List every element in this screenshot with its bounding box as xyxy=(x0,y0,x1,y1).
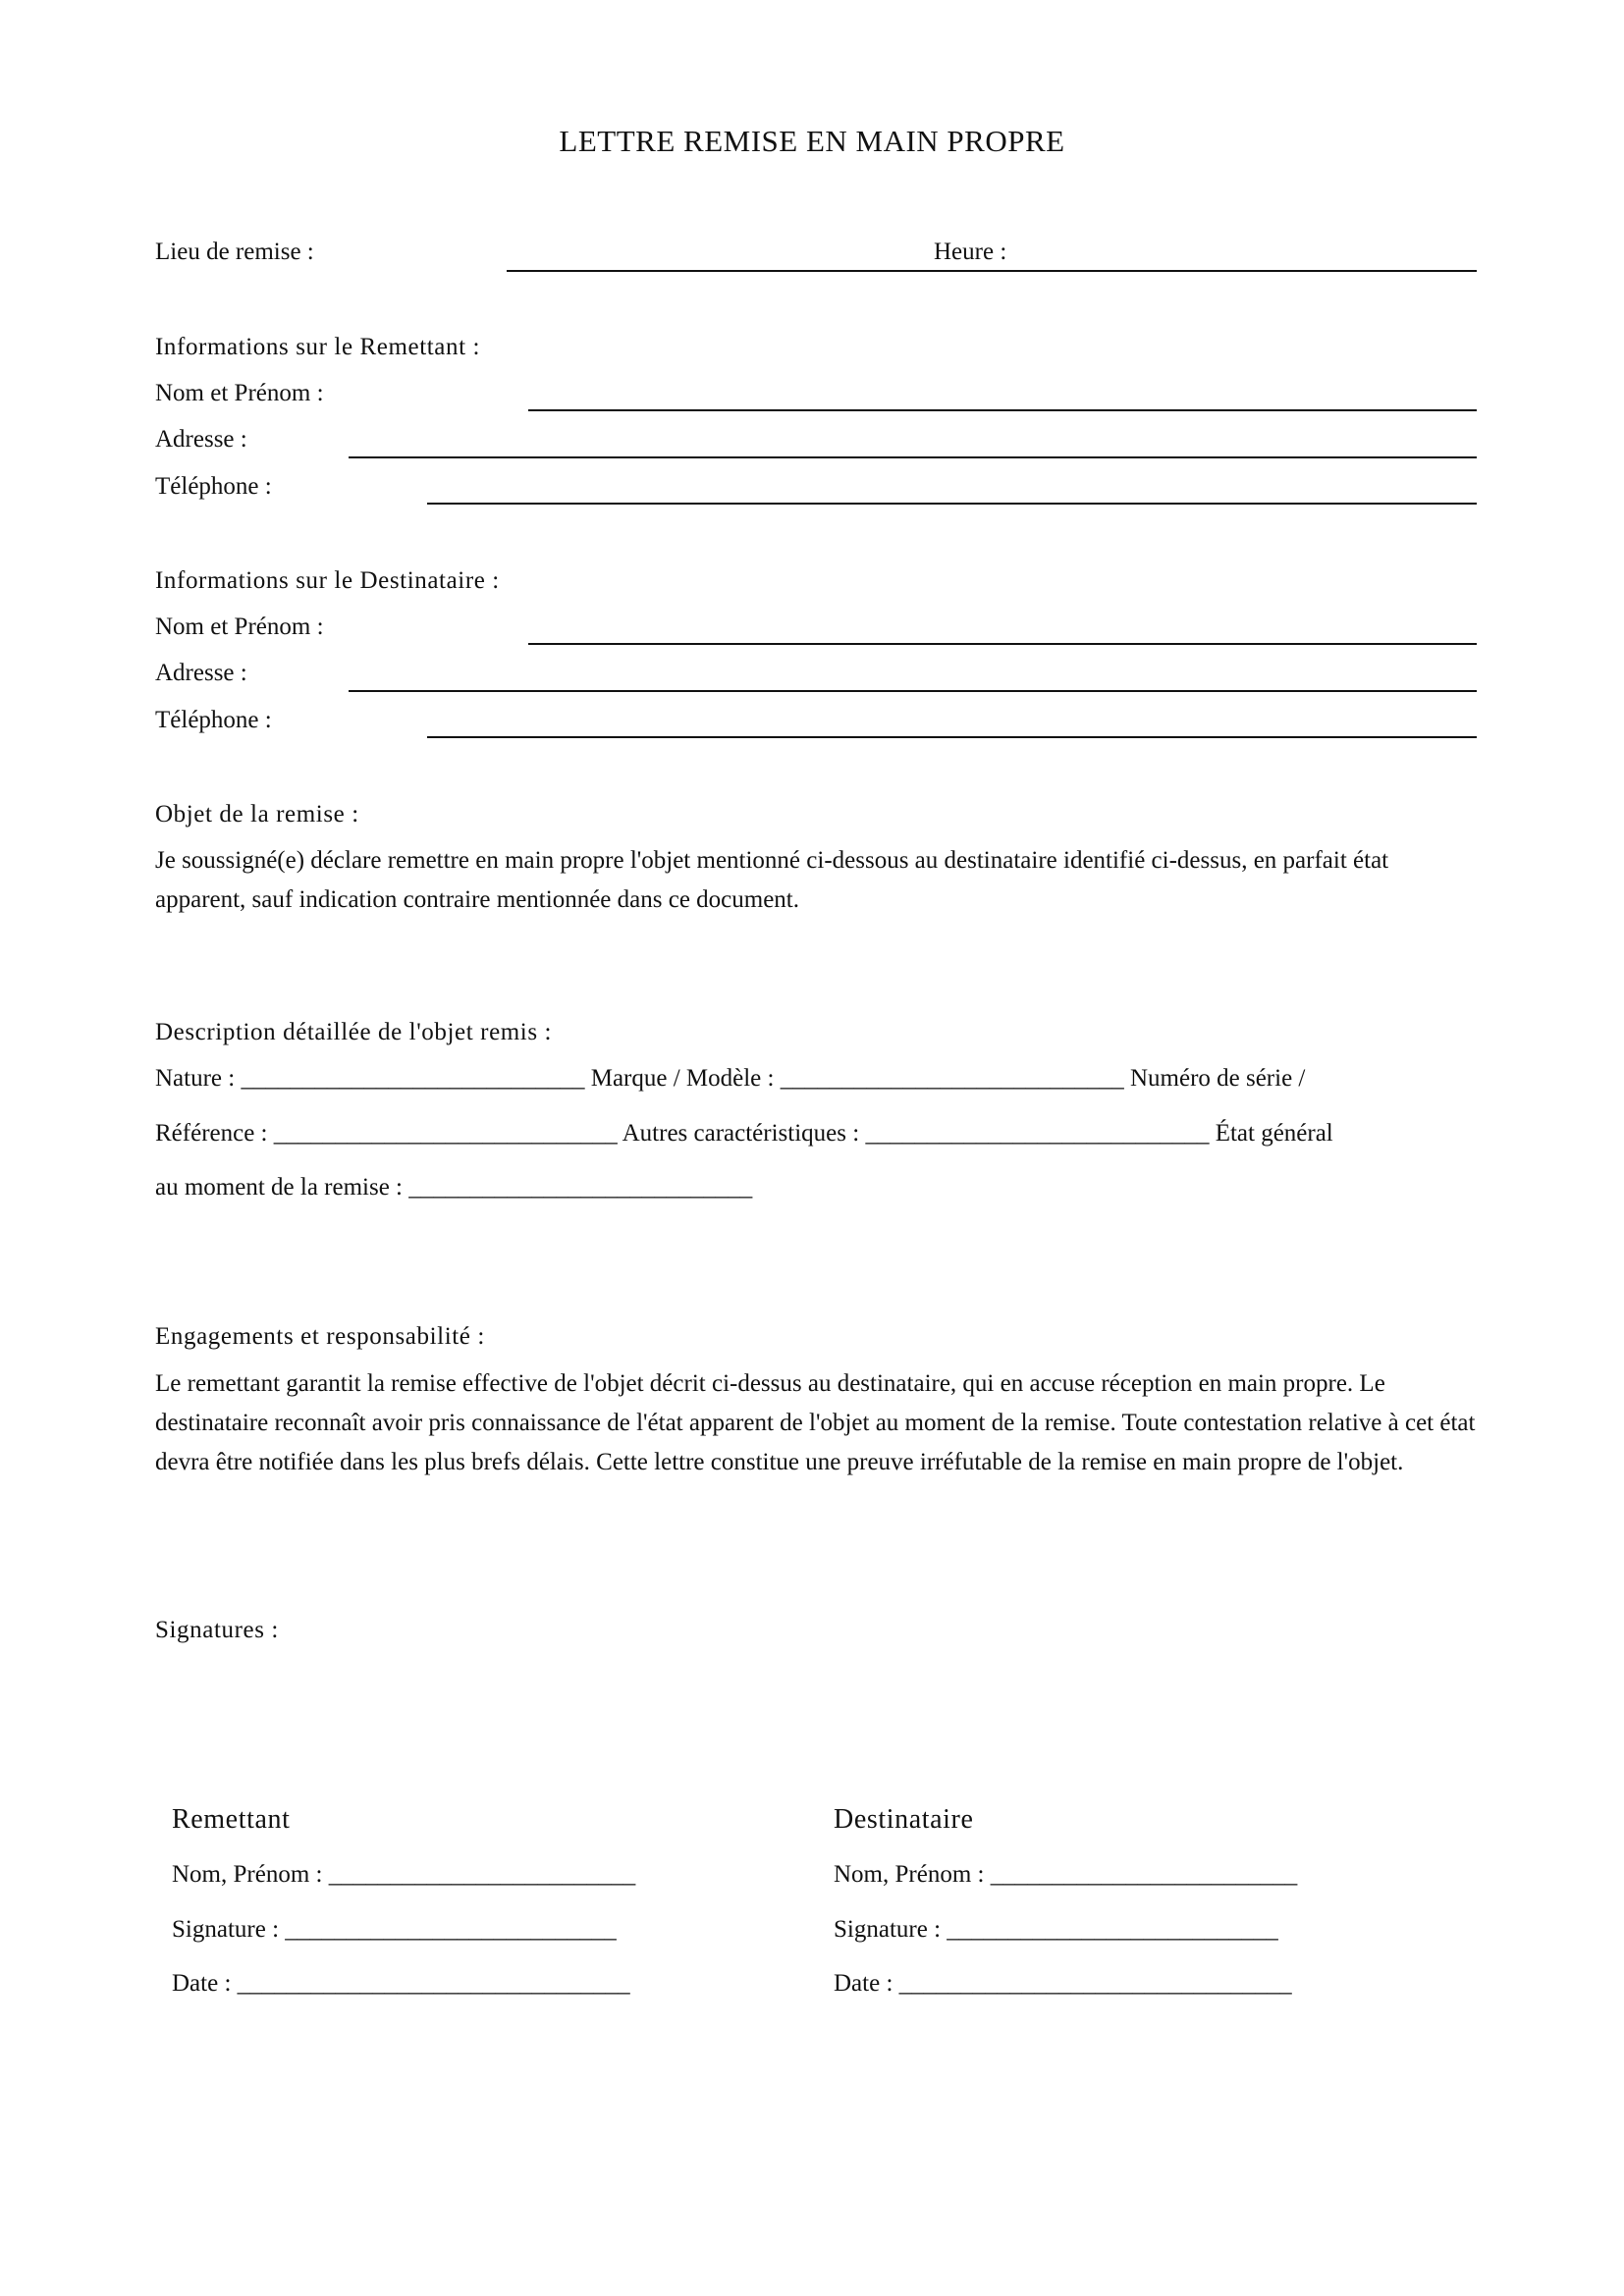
objet-section-label: Objet de la remise : xyxy=(155,801,359,828)
destinataire-date-field[interactable]: Date : ________________________________ xyxy=(834,1970,1292,1997)
remettant-heading: Remettant xyxy=(172,1804,291,1835)
destinataire-adresse-label: Adresse : xyxy=(155,660,247,686)
heure-label: Heure : xyxy=(934,239,1010,266)
remettant-nom-field[interactable] xyxy=(528,409,1477,411)
destinataire-nom-field[interactable] xyxy=(528,643,1477,645)
document-title: LETTRE REMISE EN MAIN PROPRE xyxy=(559,124,1065,158)
destinataire-heading: Destinataire xyxy=(834,1804,974,1835)
objet-paragraph: Je soussigné(e) déclare remettre en main propre l'objet mentionné ci-dessous au destinataire identifié ci-dessus, en parfait état apparent, sauf indication contraire mentionnée dans ce document. xyxy=(155,847,1389,913)
destinataire-adresse-field[interactable] xyxy=(349,690,1477,692)
remettant-adresse-field[interactable] xyxy=(349,456,1477,458)
destinataire-nom-signature-field[interactable]: Nom, Prénom : _________________________ xyxy=(834,1861,1298,1888)
description-line-1[interactable]: Nature : ____________________________ Marque / Modèle : ____________________________ Numéro de série / xyxy=(155,1065,1306,1092)
lieu-heure-field-line[interactable] xyxy=(507,270,1477,272)
remettant-telephone-label: Téléphone : xyxy=(155,473,272,500)
remettant-telephone-field[interactable] xyxy=(427,503,1477,505)
description-line-3[interactable]: au moment de la remise : ____________________________ xyxy=(155,1174,753,1201)
signatures-section-label: Signatures : xyxy=(155,1617,279,1643)
destinataire-telephone-field[interactable] xyxy=(427,736,1477,738)
destinataire-telephone-label: Téléphone : xyxy=(155,707,272,733)
description-section-label: Description détaillée de l'objet remis : xyxy=(155,1019,553,1045)
destinataire-section-label: Informations sur le Destinataire : xyxy=(155,567,500,594)
remettant-adresse-label: Adresse : xyxy=(155,426,247,453)
description-line-2[interactable]: Référence : ____________________________ Autres caractéristiques : ____________________________ État général xyxy=(155,1120,1333,1147)
remettant-date-field[interactable]: Date : ________________________________ xyxy=(172,1970,630,1997)
remettant-nom-label: Nom et Prénom : xyxy=(155,380,324,406)
engagements-section-label: Engagements et responsabilité : xyxy=(155,1323,485,1350)
destinataire-nom-label: Nom et Prénom : xyxy=(155,614,324,640)
remettant-nom-signature-field[interactable]: Nom, Prénom : _________________________ xyxy=(172,1861,636,1888)
remettant-signature-field[interactable]: Signature : ___________________________ xyxy=(172,1916,617,1943)
remettant-section-label: Informations sur le Remettant : xyxy=(155,334,481,360)
lieu-label: Lieu de remise : xyxy=(155,239,314,265)
destinataire-signature-field[interactable]: Signature : ___________________________ xyxy=(834,1916,1278,1943)
engagements-paragraph: Le remettant garantit la remise effective de l'objet décrit ci-dessus au destinataire, qui en accuse réception en main propre. Le destinataire reconnaît avoir pris connaissance de l'état apparent de l'objet au moment de la remise. Toute contestation relative à cet état devra être notifiée dans les plus brefs délais. Cette lettre constitue une preuve irréfutable de la remise en main propre de l'objet. xyxy=(155,1370,1476,1475)
